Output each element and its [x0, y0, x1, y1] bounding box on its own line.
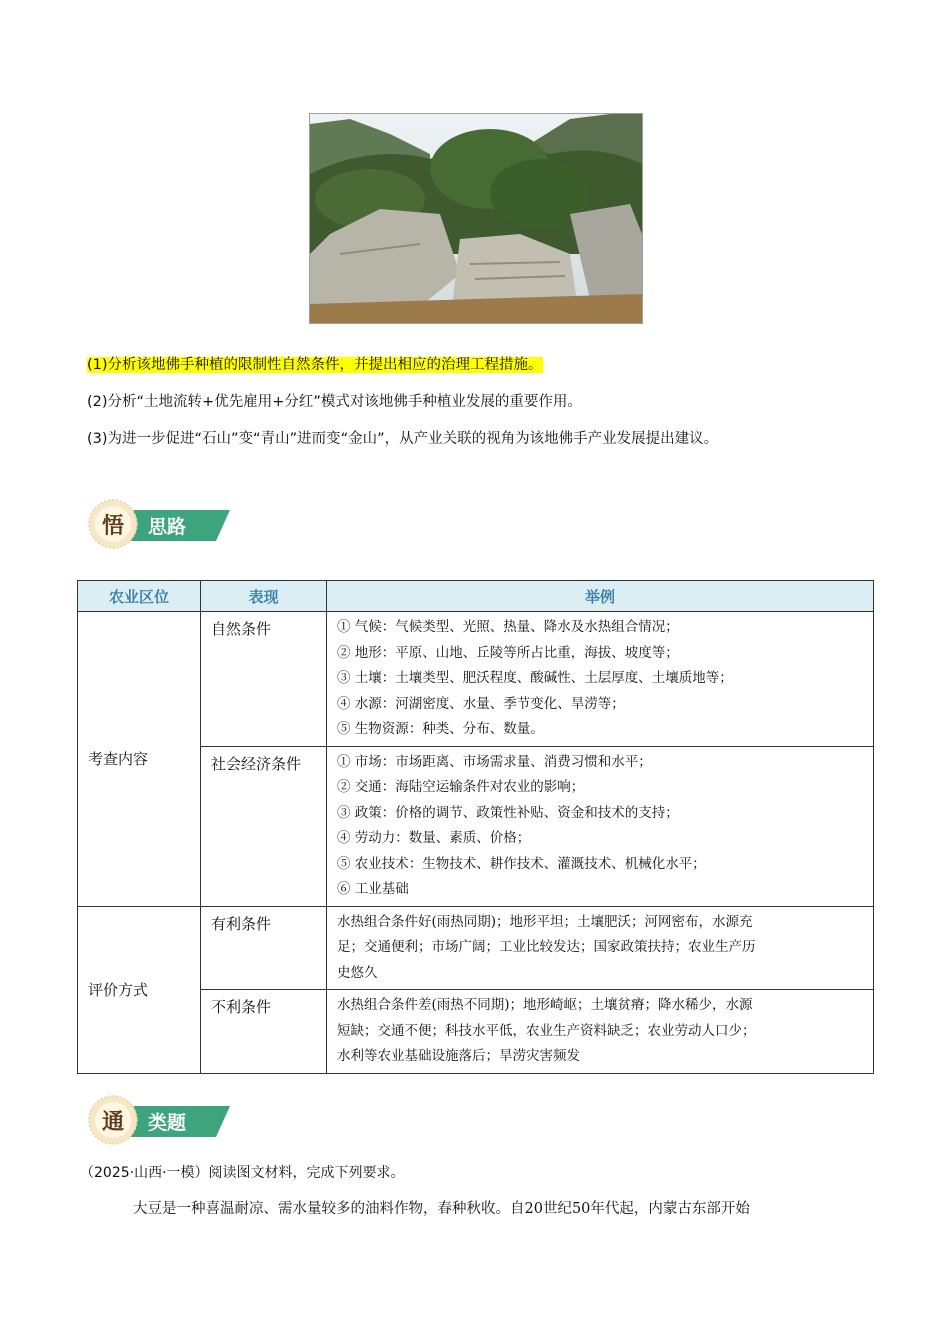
- problem-source: （2025·山西·一模）阅读图文材料，完成下列要求。: [80, 1165, 405, 1181]
- list-item: ② 交通：海陆空运输条件对农业的影响；: [337, 779, 585, 795]
- badge2-label: 类题: [148, 1112, 187, 1134]
- list-item: 水利等农业基础设施落后；旱涝灾害频发: [337, 1048, 580, 1064]
- list-item: 足；交通便利；市场广阔；工业比较发达；国家政策扶持；农业生产历: [337, 939, 756, 955]
- list-item: ③ 土壤：土壤类型、肥沃程度、酸碱性、土层厚度、土壤质地等；: [337, 670, 733, 686]
- list-item: ⑤ 农业技术：生物技术、耕作技术、灌溉技术、机械化水平；: [337, 855, 706, 872]
- header-biaoxian: 表现: [201, 581, 327, 612]
- row-label-shehui: 社会经济条件: [201, 746, 327, 906]
- badge1-label: 思路: [148, 516, 187, 538]
- row-label-buli: 不利条件: [201, 990, 327, 1074]
- list-item: 短缺；交通不便；科技水平低，农业生产资料缺乏；农业劳动人口少；: [337, 1022, 756, 1039]
- rocky-hillside-photo: [309, 113, 643, 324]
- row-label-youli: 有利条件: [201, 906, 327, 990]
- section-badge-leiti: [88, 1093, 230, 1145]
- question-3: (3)为进一步促进“石山”变“青山”进而变“金山”，从产业关联的视角为该地佛手产业发展提出建议。: [87, 431, 719, 447]
- header-nongye-quwei: 农业区位: [78, 581, 201, 612]
- table-header-row: [78, 581, 874, 612]
- list-item: 水热组合条件差(雨热不同期)；地形崎岖；土壤贫瘠；降水稀少，水源: [337, 997, 753, 1013]
- badge1-char: 悟: [101, 514, 125, 539]
- header-juli: 举例: [327, 581, 874, 612]
- list-item: ① 气候：气候类型、光照、热量、降水及水热组合情况；: [337, 619, 679, 635]
- group-label-pingjia: 评价方式: [78, 906, 201, 1073]
- badge2-char: 通: [101, 1110, 125, 1135]
- list-item: ② 地形：平原、山地、丘陵等所占比重，海拔、坡度等；: [337, 644, 679, 661]
- table-row: [78, 906, 874, 990]
- list-item: ③ 政策：价格的调节、政策性补贴、资金和技术的支持；: [337, 804, 679, 821]
- row-content-buli: [327, 990, 874, 1074]
- question-2: (2)分析“土地流转+优先雇用+分红”模式对该地佛手种植业发展的重要作用。: [87, 394, 582, 410]
- row-label-ziran: 自然条件: [201, 612, 327, 747]
- photo-illustration: [310, 114, 642, 323]
- question-1: [87, 354, 543, 376]
- question-1-text: (1)分析该地佛手种植的限制性自然条件，并提出相应的治理工程措施。: [87, 357, 543, 373]
- list-item: ⑥ 工业基础: [337, 881, 409, 897]
- list-item: ④ 劳动力：数量、素质、价格；: [337, 830, 531, 846]
- row-content-youli: [327, 906, 874, 990]
- group-label-kaocha: 考查内容: [78, 612, 201, 907]
- list-item: ① 市场：市场距离、市场需求量、消费习惯和水平；: [337, 753, 652, 770]
- list-item: 水热组合条件好(雨热同期)；地形平坦；土壤肥沃；河网密布，水源充: [337, 913, 753, 930]
- list-item: ⑤ 生物资源：种类、分布、数量。: [337, 721, 544, 737]
- section-badge-siliu: [88, 497, 230, 549]
- material-paragraph: 大豆是一种喜温耐凉、需水量较多的油料作物，春种秋收。自20世纪50年代起，内蒙古东部开始: [133, 1201, 750, 1217]
- row-content-ziran: [327, 612, 874, 747]
- list-item: ④ 水源：河湖密度、水量、季节变化、旱涝等；: [337, 695, 625, 712]
- list-item: 史悠久: [337, 964, 378, 981]
- agriculture-location-table: [77, 580, 874, 1074]
- row-content-shehui: [327, 746, 874, 906]
- table-row: [78, 612, 874, 747]
